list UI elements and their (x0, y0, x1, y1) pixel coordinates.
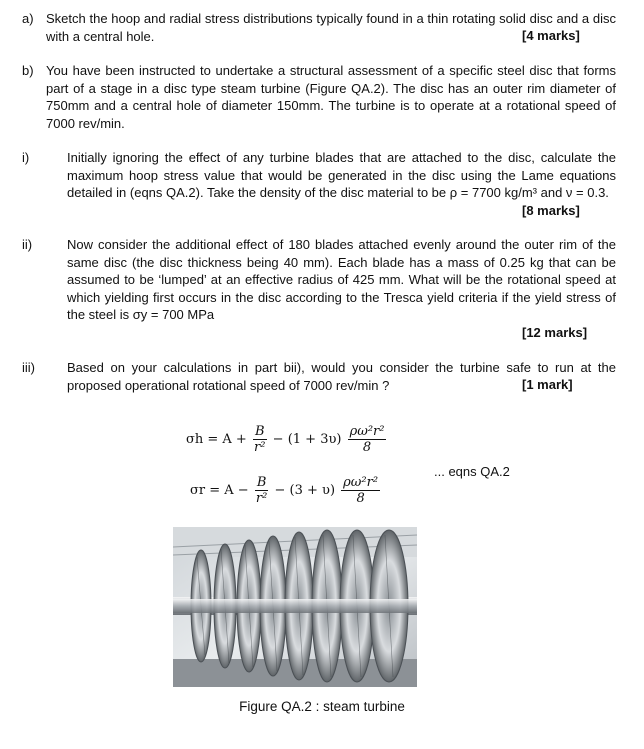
part-iii-marks: [1 mark] (522, 377, 573, 392)
part-a-marks: [4 marks] (522, 28, 580, 43)
part-iii-text: Based on your calculations in part bii), would you consider the turbine safe to run at the proposed operational rotational speed of 7000 rev/min ? (67, 360, 616, 393)
radial-stress-equation (190, 475, 382, 506)
hoop-stress-equation (186, 424, 388, 455)
part-ii-text: Now consider the additional effect of 180 blades attached evenly around the outer rim of the same disc (the disc thickness being 40 mm). Each blade has a mass of 0.25 kg that can be assumed to be ‘lumped’ at an effective radius of 425 mm. What will be the rotational speed at which yielding first occurs in the disc according to the Tresca yield criteria if the yield stress of the steel is σy = 700 MPa (67, 237, 616, 322)
steam-turbine-image (173, 527, 417, 687)
figure-caption: Figure QA.2 : steam turbine (239, 699, 405, 714)
hoop-mid: − (1 + 3υ) (272, 432, 342, 447)
radial-lhs: σr = A − (190, 483, 249, 498)
hoop-fraction-b-over-r2: $\frac{B}{\text{r²}}$ (254, 424, 266, 455)
part-b-label: b) (22, 63, 34, 78)
part-a-text: Sketch the hoop and radial stress distributions typically found in a thin rotating solid disc and a disc with a central hole. (46, 11, 616, 44)
part-iii-label: iii) (22, 360, 35, 375)
radial-mid: − (3 + υ) (274, 483, 336, 498)
part-i-marks: [8 marks] (522, 203, 580, 218)
part-ii-marks: [12 marks] (522, 325, 588, 340)
part-i-text: Initially ignoring the effect of any turbine blades that are attached to the disc, calculate the maximum hoop stress value that would be generated in the disc using the Lame equations detailed in (eqns QA.2). Take the density of the disc material to be ρ = 7700 kg/m³ and ν = 0.3. (67, 150, 616, 200)
hoop-fraction-rho-omega: $\frac{\text{ρω²r²}}{8}$ (349, 424, 385, 455)
part-ii-label: ii) (22, 237, 33, 252)
part-b-text: You have been instructed to undertake a structural assessment of a specific steel disc that forms part of a stage in a disc type steam turbine (Figure QA.2). The disc has an outer rim diameter of 750mm and a central hole of diameter 150mm. The turbine is to operate at a rotational speed of 7000 rev/min. (46, 63, 616, 131)
radial-fraction-rho-omega: $\frac{\text{ρω²r²}}{8}$ (343, 475, 379, 506)
hoop-lhs: σh = A + (186, 432, 247, 447)
part-i-label: i) (22, 150, 30, 165)
part-a-label: a) (22, 11, 34, 26)
equations-label: ... eqns QA.2 (434, 464, 510, 479)
radial-fraction-b-over-r2: $\frac{B}{\text{r²}}$ (255, 475, 268, 506)
